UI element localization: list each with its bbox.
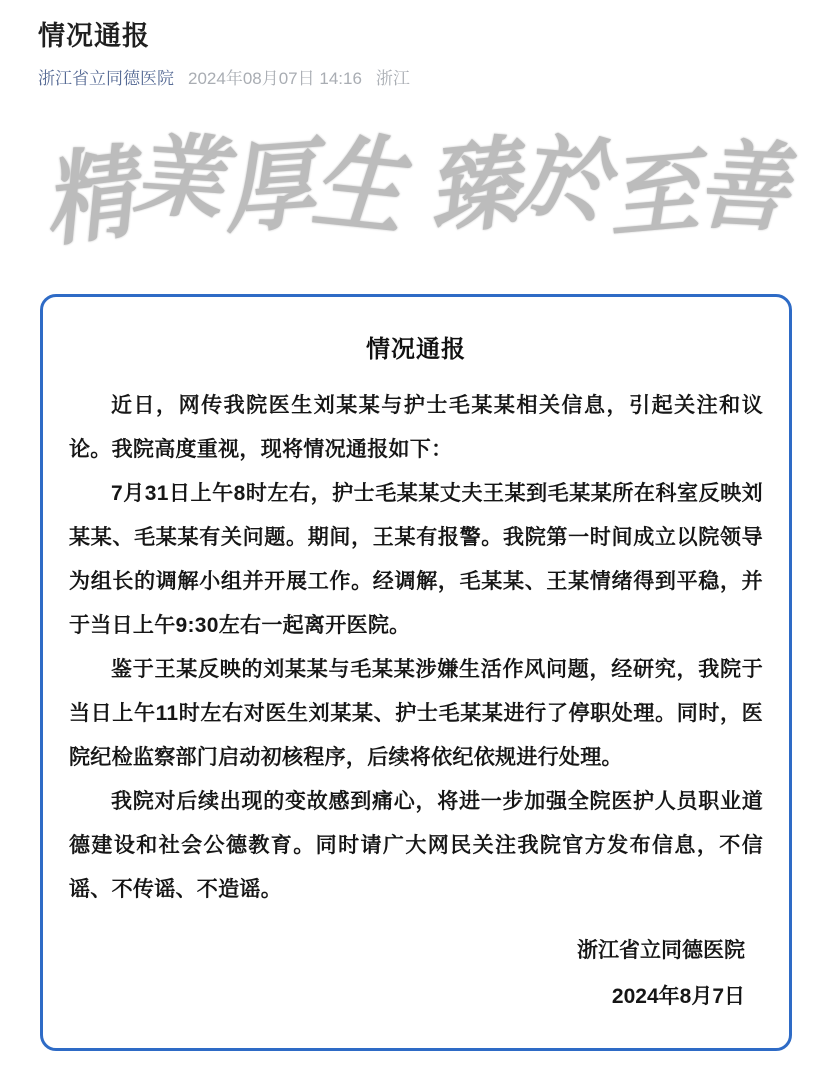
- calligraphy-char: 精: [37, 133, 141, 262]
- calligraphy-char: 至: [603, 138, 703, 253]
- calligraphy-watermark: [37, 118, 792, 262]
- notice-paragraph: 鉴于王某反映的刘某某与毛某某涉嫌生活作风问题，经研究，我院于当日上午11时左右对医生刘某某、护士毛某某进行了停职处理。同时，医院纪检监察部门启动初核程序，后续将依纪依规进行处理。: [69, 658, 763, 770]
- byline: [38, 68, 794, 90]
- notice-paragraph: 7月31日上午8时左右，护士毛某某丈夫王某到毛某某所在科室反映刘某某、毛某某有关问题。期间，王某有报警。我院第一时间成立以院领导为组长的调解小组并开展工作。经调解，毛某某、王某情绪得到平稳，并于当日上午9:30左右一起离开医院。: [69, 482, 763, 638]
- publish-datetime: 2024年08月07日 14:16: [188, 69, 362, 89]
- notice-card: [40, 294, 792, 1051]
- signature-name: 浙江省立同德医院: [577, 939, 745, 963]
- notice-body: [69, 384, 763, 912]
- signature-date: 2024年8月7日: [611, 985, 745, 1009]
- calligraphy-char: 臻: [422, 124, 524, 251]
- calligraphy-char: 於: [513, 122, 613, 237]
- calligraphy-char: 生: [307, 118, 411, 253]
- notice-title: 情况通报: [366, 336, 466, 364]
- notice-paragraph: 我院对后续出现的变故感到痛心，将进一步加强全院医护人员职业道德建设和社会公德教育。同时请广大网民关注我院官方发布信息，不信谣、不传谣、不造谣。: [69, 790, 763, 902]
- signature-block: [69, 928, 763, 1020]
- page-title: 情况通报: [38, 21, 150, 51]
- author-account-link[interactable]: 浙江省立同德医院: [38, 69, 174, 89]
- publish-location: 浙江: [375, 69, 410, 89]
- calligraphy-char: 厚: [220, 126, 318, 249]
- notice-paragraph: 近日，网传我院医生刘某某与护士毛某某相关信息，引起关注和议论。我院高度重视，现将情况通报如下：: [69, 394, 763, 462]
- calligraphy-char: 業: [130, 121, 228, 234]
- calligraphy-char: 善: [695, 127, 791, 248]
